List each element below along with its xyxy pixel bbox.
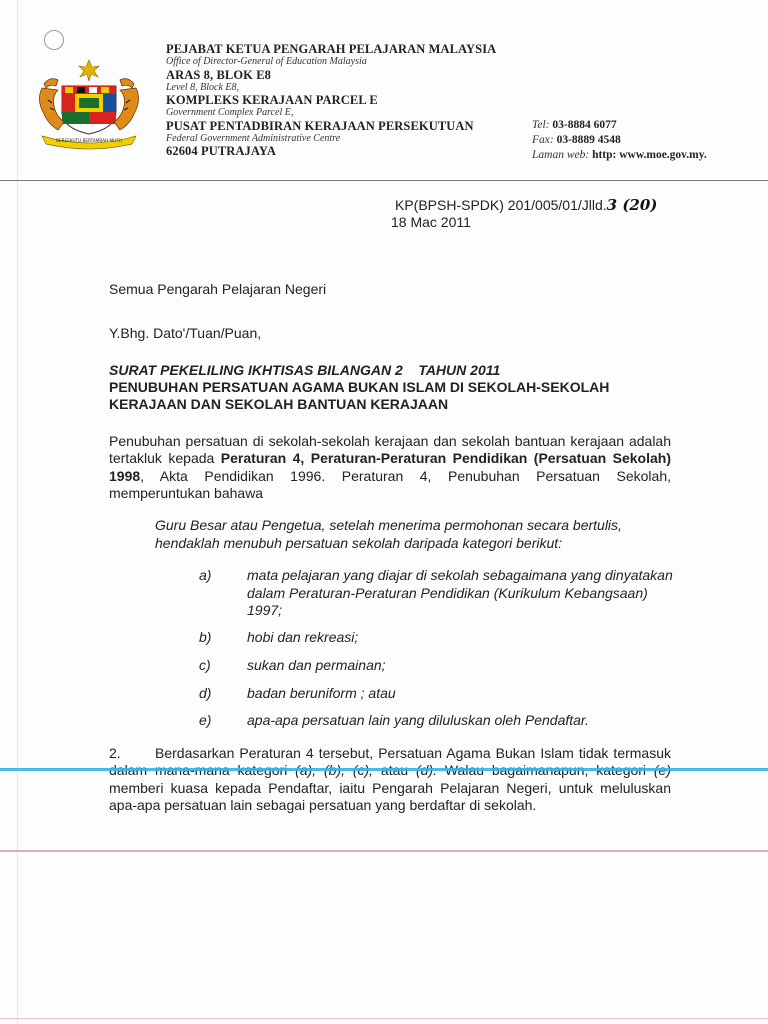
scan-artifact-blue-line (0, 768, 768, 771)
address-centre: PUSAT PENTADBIRAN KERAJAAN PERSEKUTUAN (166, 118, 474, 133)
ministry-name: PEJABAT KETUA PENGARAH PELAJARAN MALAYSIA (166, 42, 497, 56)
fax-number: 03-8889 4548 (556, 134, 621, 146)
fax-label: Fax: (532, 134, 554, 146)
contact-block (532, 118, 707, 163)
address-centre-en: Federal Government Administrative Centre (166, 132, 341, 144)
tel-label: Tel: (532, 119, 550, 131)
scan-margin-line (17, 0, 18, 1024)
subject-heading (109, 362, 673, 413)
letterhead-address (166, 42, 496, 158)
paragraph-2-text: Berdasarkan Peraturan 4 tersebut, Persatuan Agama Bukan Islam tidak termasuk (155, 745, 671, 761)
list-item-letter: a) (199, 567, 212, 583)
ministry-name-en: Office of Director-General of Education Malaysia (166, 56, 367, 67)
address-level: ARAS 8, BLOK E8 (166, 67, 271, 82)
list-item-letter: e) (199, 712, 212, 728)
salutation: Y.Bhg. Dato'/Tuan/Puan, (109, 325, 262, 341)
reference-printed: KP(BPSH-SPDK) 201/005/01/Jlld. (395, 197, 607, 213)
address-postcode: 62604 PUTRAJAYA (166, 144, 276, 158)
reference-handwritten: 3 (20) (606, 196, 658, 214)
list-item-text: mata pelajaran yang diajar di sekolah sebagaimana yang dinyatakan dalam Peraturan-Peraturan Pendidikan (Kurikulum Kebangsaan) 1997; (247, 567, 673, 619)
paragraph-2 (109, 745, 671, 815)
scan-artifact-pink-line (0, 850, 768, 852)
web-address: http: www.moe.gov.my. (592, 149, 707, 161)
list-item-letter: d) (199, 685, 212, 701)
paragraph-2-text: memberi kuasa kepada Pendaftar, iaitu Pengarah Pelajaran Negeri, untuk meluluskan apa-apa persatuan lain sebagai persatuan yang berdaftar di sekolah. (109, 779, 671, 814)
letter-date: 18 Mac 2011 (391, 214, 471, 230)
paragraph-1 (109, 433, 671, 503)
list-item-text: hobi dan rekreasi; (247, 629, 359, 645)
scan-artifact-pink-line-bottom (0, 1018, 768, 1019)
paragraph-1-regulation: Peraturan 4, Peraturan-Peraturan Pendidikan (Persatuan Sekolah) 1998 (109, 450, 671, 484)
crest-motto: BERSEKUTU BERTAMBAH MUTU (56, 138, 122, 143)
address-complex-en: Government Complex Parcel E, (166, 107, 294, 118)
punch-hole (44, 30, 64, 50)
quoted-regulation: Guru Besar atau Pengetua, setelah menerima permohonan secara bertulis, hendaklah menubuh persatuan sekolah daripada kategori berikut: (155, 517, 622, 551)
address-complex: KOMPLEKS KERAJAAN PARCEL E (166, 93, 378, 107)
letterhead-divider (0, 180, 768, 181)
list-item-letter: c) (199, 657, 211, 673)
list-item-letter: b) (199, 629, 212, 645)
reference-number (395, 196, 657, 214)
coat-of-arms-icon (32, 58, 146, 150)
list-item-text: badan beruniform ; atau (247, 685, 396, 701)
tel-number: 03-8884 6077 (552, 119, 617, 131)
circular-subject: PENUBUHAN PERSATUAN AGAMA BUKAN ISLAM DI SEKOLAH-SEKOLAH KERAJAAN DAN SEKOLAH BANTUAN KERAJAAN (109, 379, 610, 412)
list-item-text: sukan dan permainan; (247, 657, 386, 673)
address-level-en: Level 8, Block E8, (166, 81, 240, 93)
circular-title: SURAT PEKELILING IKHTISAS BILANGAN 2 TAHUN 2011 (109, 362, 501, 378)
paragraph-1-text-a: Penubuhan persatuan di sekolah-sekolah kerajaan dan sekolah bantuan kerajaan adalah tertakluk kepada (109, 433, 671, 467)
web-label: Laman web: (532, 149, 590, 161)
recipient: Semua Pengarah Pelajaran Negeri (109, 281, 327, 297)
list-item-text: apa-apa persatuan lain yang diluluskan oleh Pendaftar. (247, 712, 589, 728)
paragraph-2-number: 2. (109, 745, 121, 761)
paragraph-1-text-b: , Akta Pendidikan 1996. Peraturan 4, Penubuhan Persatuan Sekolah, memperuntukan bahawa (109, 467, 671, 502)
